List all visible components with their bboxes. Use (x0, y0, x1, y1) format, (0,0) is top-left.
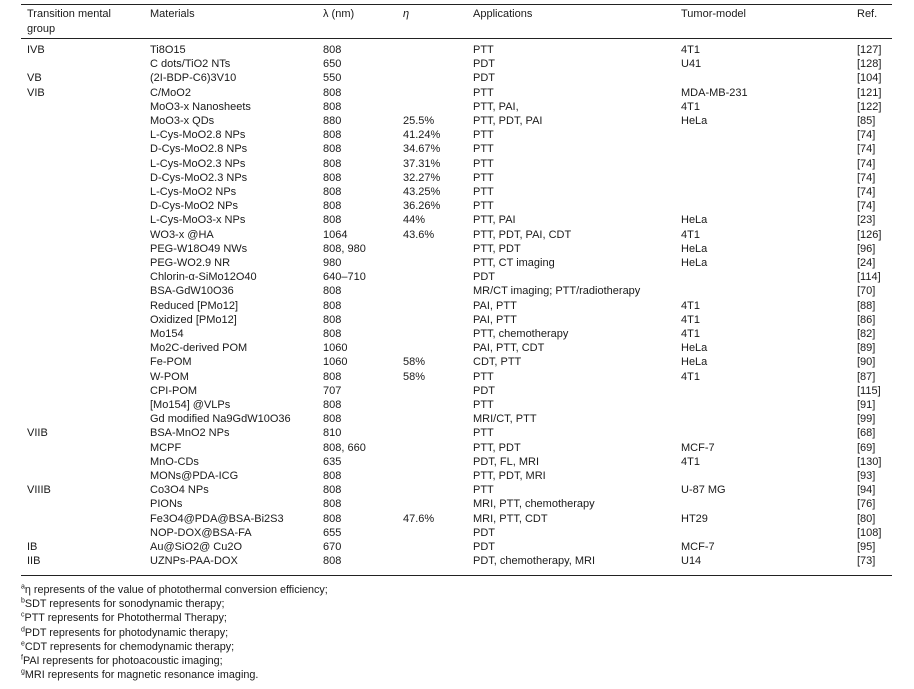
cell-eta: 34.67% (403, 143, 441, 156)
cell-applications: MRI/CT, PTT (473, 413, 537, 426)
footnote-mark: g (21, 668, 25, 676)
cell-applications: PTT, PDT (473, 441, 521, 454)
cell-ref: [95] (857, 541, 876, 553)
footnote-text: PTT represents for Photothermal Therapy; (24, 612, 227, 625)
cell-ref: [91] (857, 399, 876, 411)
cell-eta: 32.27% (403, 171, 441, 184)
cell-ref: [127] (857, 44, 882, 56)
cell-material: MoO3-x Nanosheets (150, 100, 251, 113)
cell-tumor-model: 4T1 (681, 44, 700, 56)
cell-ref: [128] (857, 58, 882, 71)
table-row (0, 313, 914, 327)
cell-material: Au@SiO2@ Cu2O (150, 541, 243, 553)
cell-lambda: 808 (323, 186, 342, 198)
cell-lambda: 635 (323, 455, 342, 468)
table-row (0, 554, 914, 568)
cell-lambda: 808 (323, 171, 342, 184)
cell-lambda: 808 (323, 86, 342, 99)
cell-applications: PDT (473, 58, 495, 71)
table-row (0, 497, 914, 511)
header-ref: Ref. (857, 8, 878, 20)
cell-material: L-Cys-MoO3-x NPs (150, 214, 246, 227)
cell-ref: [122] (857, 100, 882, 113)
cell-ref: [88] (857, 299, 876, 312)
cell-ref: [126] (857, 228, 882, 241)
cell-eta: 43.25% (403, 186, 441, 198)
cell-tumor-model: HeLa (681, 242, 708, 255)
cell-applications: PTT, PDT, PAI (473, 115, 543, 127)
cell-lambda: 808 (323, 44, 342, 56)
cell-lambda: 880 (323, 115, 342, 127)
table-row (0, 284, 914, 298)
cell-lambda: 808 (323, 100, 342, 113)
cell-material: Fe3O4@PDA@BSA-Bi2S3 (150, 512, 284, 525)
table-row (0, 213, 914, 227)
cell-ref: [74] (857, 143, 876, 156)
cell-material: NOP-DOX@BSA-FA (150, 526, 252, 539)
table-row (0, 469, 914, 483)
cell-lambda: 808 (323, 214, 342, 227)
cell-applications: MRI, PTT, chemotherapy (473, 498, 595, 511)
cell-group: VB (27, 72, 42, 85)
footnotes (21, 583, 328, 682)
cell-tumor-model: 4T1 (681, 299, 700, 312)
footnote-text: η represents of the value of photothermal conversion efficiency; (24, 584, 328, 596)
cell-material: Co3O4 NPs (150, 484, 209, 497)
cell-lambda: 808 (323, 470, 342, 482)
cell-lambda: 808 (323, 143, 342, 156)
cell-ref: [70] (857, 285, 876, 298)
cell-ref: [24] (857, 257, 876, 269)
cell-applications: PTT, PDT (473, 242, 521, 255)
cell-ref: [85] (857, 115, 876, 127)
cell-tumor-model: 4T1 (681, 370, 700, 383)
cell-tumor-model: HeLa (681, 257, 708, 269)
cell-ref: [82] (857, 328, 876, 340)
bottom-rule (21, 575, 892, 576)
footnote-text: PDT represents for photodynamic therapy; (24, 626, 229, 639)
cell-ref: [89] (857, 342, 876, 355)
cell-ref: [87] (857, 370, 876, 383)
table-row (0, 86, 914, 100)
cell-material: PEG-WO2.9 NR (150, 257, 231, 269)
cell-tumor-model: HeLa (681, 356, 708, 369)
cell-material: MONs@PDA-ICG (150, 470, 239, 482)
cell-applications: PTT, PDT, MRI (473, 470, 546, 482)
cell-lambda: 707 (323, 384, 342, 397)
table-row (0, 540, 914, 554)
cell-material: Oxidized [PMo12] (150, 313, 237, 326)
cell-lambda: 670 (323, 541, 342, 553)
table-row (0, 426, 914, 440)
table-row (0, 384, 914, 398)
table-row (0, 355, 914, 369)
cell-applications: PTT, PAI, (473, 100, 519, 113)
cell-material: PEG-W18O49 NWs (150, 242, 248, 255)
cell-material: Chlorin-α-SiMo12O40 (150, 271, 257, 284)
cell-lambda: 808 (323, 129, 342, 142)
header-lambda: λ (nm) (323, 8, 355, 20)
cell-applications: PTT (473, 399, 494, 411)
cell-tumor-model: MCF-7 (681, 441, 715, 454)
cell-group: VIIIB (27, 484, 51, 497)
cell-lambda: 808 (323, 498, 342, 511)
cell-material: BSA-GdW10O36 (150, 285, 234, 298)
cell-applications: PAI, PTT, CDT (473, 342, 545, 355)
cell-material: BSA-MnO2 NPs (150, 427, 230, 440)
top-rule (21, 4, 892, 5)
cell-tumor-model: U-87 MG (681, 484, 726, 497)
table-row (0, 483, 914, 497)
cell-eta: 37.31% (403, 157, 441, 170)
footnote-mark: b (21, 597, 25, 605)
cell-ref: [94] (857, 484, 876, 497)
table-row (0, 242, 914, 256)
cell-ref: [96] (857, 242, 876, 255)
cell-ref: [108] (857, 526, 882, 539)
cell-group: VIIB (27, 427, 48, 440)
cell-lambda: 808 (323, 370, 342, 383)
cell-lambda: 808 (323, 157, 342, 170)
cell-ref: [68] (857, 427, 876, 440)
footnote-mark: c (21, 611, 25, 619)
cell-material: [Mo154] @VLPs (150, 399, 231, 411)
footnote-text: PAI represents for photoacoustic imaging; (22, 655, 223, 668)
table-row (0, 441, 914, 455)
cell-tumor-model: 4T1 (681, 455, 700, 468)
cell-applications: CDT, PTT (473, 356, 522, 369)
table-row (0, 341, 914, 355)
cell-lambda: 550 (323, 72, 342, 85)
cell-applications: PTT (473, 44, 494, 56)
table-row (0, 256, 914, 270)
table-row (0, 57, 914, 71)
cell-applications: PTT (473, 157, 494, 170)
cell-material: D-Cys-MoO2.8 NPs (150, 143, 248, 156)
cell-material: Gd modified Na9GdW10O36 (150, 413, 291, 426)
footnote (21, 626, 328, 640)
cell-lambda: 808 (323, 413, 342, 426)
cell-material: L-Cys-MoO2 NPs (150, 186, 237, 198)
footnote (21, 611, 328, 625)
header-materials: Materials (150, 8, 195, 20)
cell-lambda: 808 (323, 328, 342, 340)
cell-ref: [74] (857, 200, 876, 213)
cell-applications: PDT (473, 384, 495, 397)
cell-ref: [104] (857, 72, 882, 85)
footnote-mark: e (21, 640, 25, 648)
footnote (21, 640, 328, 654)
table-row (0, 228, 914, 242)
cell-applications: PTT (473, 370, 494, 383)
table-row (0, 327, 914, 341)
cell-material: L-Cys-MoO2.8 NPs (150, 129, 246, 142)
cell-material: MoO3-x QDs (150, 115, 215, 127)
table-row (0, 43, 914, 57)
cell-lambda: 808 (323, 299, 342, 312)
cell-lambda: 640–710 (323, 271, 366, 284)
cell-applications: PDT (473, 271, 495, 284)
cell-ref: [90] (857, 356, 876, 369)
cell-material: UZNPs-PAA-DOX (150, 555, 238, 568)
cell-ref: [74] (857, 171, 876, 184)
cell-lambda: 650 (323, 58, 342, 71)
cell-applications: PAI, PTT (473, 313, 517, 326)
cell-applications: PTT (473, 143, 494, 156)
cell-applications: PTT (473, 171, 494, 184)
table-row (0, 526, 914, 540)
table-row (0, 412, 914, 426)
cell-lambda: 1064 (323, 228, 348, 241)
table-row (0, 455, 914, 469)
cell-material: L-Cys-MoO2.3 NPs (150, 157, 246, 170)
cell-lambda: 1060 (323, 356, 348, 369)
cell-applications: PDT (473, 72, 495, 85)
table-row (0, 128, 914, 142)
table-row (0, 71, 914, 85)
cell-tumor-model: MDA-MB-231 (681, 86, 748, 99)
footnote-mark: d (21, 626, 25, 634)
cell-tumor-model: 4T1 (681, 328, 700, 340)
cell-applications: PDT, chemotherapy, MRI (473, 555, 596, 568)
cell-ref: [23] (857, 214, 876, 227)
cell-ref: [115] (857, 384, 881, 397)
footnote (21, 668, 328, 682)
cell-material: Reduced [PMo12] (150, 299, 239, 312)
cell-lambda: 808 (323, 200, 342, 213)
table-row (0, 100, 914, 114)
cell-applications: PDT (473, 526, 495, 539)
footnote-mark: f (21, 654, 23, 662)
cell-applications: PDT, FL, MRI (473, 455, 540, 468)
cell-ref: [80] (857, 512, 876, 525)
cell-lambda: 980 (323, 257, 342, 269)
cell-eta: 58% (403, 356, 426, 369)
cell-tumor-model: U41 (681, 58, 702, 71)
cell-tumor-model: HeLa (681, 115, 708, 127)
cell-applications: PTT, PAI (473, 214, 516, 227)
cell-group: IB (27, 541, 38, 553)
cell-eta: 44% (403, 214, 426, 227)
cell-applications: PTT, PDT, PAI, CDT (473, 228, 572, 241)
cell-tumor-model: U14 (681, 555, 702, 568)
cell-applications: PTT, chemotherapy (473, 328, 569, 340)
cell-applications: PTT, CT imaging (473, 257, 555, 269)
cell-applications: PTT (473, 86, 494, 99)
cell-eta: 36.26% (403, 200, 441, 213)
cell-material: Ti8O15 (150, 44, 186, 56)
cell-tumor-model: 4T1 (681, 228, 700, 241)
cell-material: D-Cys-MoO2 NPs (150, 200, 239, 213)
cell-material: C/MoO2 (150, 86, 191, 99)
cell-ref: [86] (857, 313, 876, 326)
cell-lambda: 808 (323, 313, 342, 326)
cell-eta: 47.6% (403, 512, 435, 525)
cell-ref: [114] (857, 271, 881, 284)
cell-tumor-model: HeLa (681, 342, 708, 355)
table-row (0, 171, 914, 185)
table-row (0, 512, 914, 526)
cell-applications: PTT (473, 484, 494, 497)
cell-ref: [74] (857, 186, 876, 198)
header-eta: η (403, 8, 410, 20)
header-group: Transition mental group (27, 8, 111, 35)
cell-ref: [76] (857, 498, 876, 511)
cell-tumor-model: HT29 (681, 512, 708, 525)
cell-group: IVB (27, 44, 45, 56)
cell-eta: 43.6% (403, 228, 435, 241)
cell-material: PIONs (150, 498, 183, 511)
table-row (0, 142, 914, 156)
cell-material: MnO-CDs (150, 455, 199, 468)
cell-lambda: 655 (323, 526, 342, 539)
table-row (0, 157, 914, 171)
header-rule (21, 38, 892, 39)
cell-tumor-model: HeLa (681, 214, 708, 227)
cell-group: VIB (27, 86, 45, 99)
footnote (21, 597, 328, 611)
cell-eta: 58% (403, 370, 426, 383)
cell-material: W-POM (150, 370, 189, 383)
cell-material: MCPF (150, 441, 182, 454)
cell-lambda: 808 (323, 285, 342, 298)
cell-applications: MR/CT imaging; PTT/radiotherapy (473, 285, 641, 298)
cell-material: (2I-BDP-C6)3V10 (150, 72, 237, 85)
cell-applications: PTT (473, 200, 494, 213)
header-tumor-model: Tumor-model (681, 8, 746, 20)
table-row (0, 270, 914, 284)
cell-group: IIB (27, 555, 41, 568)
table-row (0, 299, 914, 313)
cell-ref: [73] (857, 555, 876, 568)
table-row (0, 114, 914, 128)
table-row (0, 398, 914, 412)
cell-tumor-model: MCF-7 (681, 541, 715, 553)
cell-lambda: 808 (323, 484, 342, 497)
cell-material: CPI-POM (150, 384, 198, 397)
cell-lambda: 808 (323, 399, 342, 411)
cell-applications: PTT (473, 129, 494, 142)
table-row (0, 185, 914, 199)
footnote (21, 583, 328, 597)
cell-eta: 41.24% (403, 129, 441, 142)
cell-ref: [74] (857, 129, 876, 142)
cell-material: Fe-POM (150, 356, 192, 369)
cell-ref: [74] (857, 157, 876, 170)
cell-material: Mo2C-derived POM (150, 342, 248, 355)
cell-ref: [93] (857, 470, 876, 482)
cell-lambda: 1060 (323, 342, 348, 355)
cell-material: WO3-x @HA (150, 228, 214, 241)
cell-applications: PTT (473, 427, 494, 440)
cell-eta: 25.5% (403, 115, 435, 127)
cell-ref: [121] (857, 86, 882, 99)
table-row (0, 370, 914, 384)
footnote (21, 654, 328, 668)
cell-material: D-Cys-MoO2.3 NPs (150, 171, 248, 184)
header-applications: Applications (473, 8, 533, 20)
cell-tumor-model: 4T1 (681, 313, 700, 326)
cell-lambda: 808 (323, 555, 342, 568)
table-row (0, 199, 914, 213)
cell-ref: [130] (857, 455, 882, 468)
cell-applications: PAI, PTT (473, 299, 517, 312)
cell-material: C dots/TiO2 NTs (150, 58, 231, 71)
cell-applications: PTT (473, 186, 494, 198)
cell-lambda: 808, 980 (323, 242, 366, 255)
cell-lambda: 808 (323, 512, 342, 525)
cell-ref: [69] (857, 441, 876, 454)
footnote-mark: a (21, 583, 25, 591)
cell-applications: MRI, PTT, CDT (473, 512, 548, 525)
footnote-text: CDT represents for chemodynamic therapy; (24, 640, 235, 653)
cell-ref: [99] (857, 413, 876, 426)
cell-material: Mo154 (150, 328, 184, 340)
cell-lambda: 810 (323, 427, 342, 440)
cell-tumor-model: 4T1 (681, 100, 700, 113)
cell-lambda: 808, 660 (323, 441, 366, 454)
cell-applications: PDT (473, 541, 495, 553)
footnote-text: MRI represents for magnetic resonance imaging. (24, 669, 259, 682)
footnote-text: SDT represents for sonodynamic therapy; (24, 598, 225, 611)
